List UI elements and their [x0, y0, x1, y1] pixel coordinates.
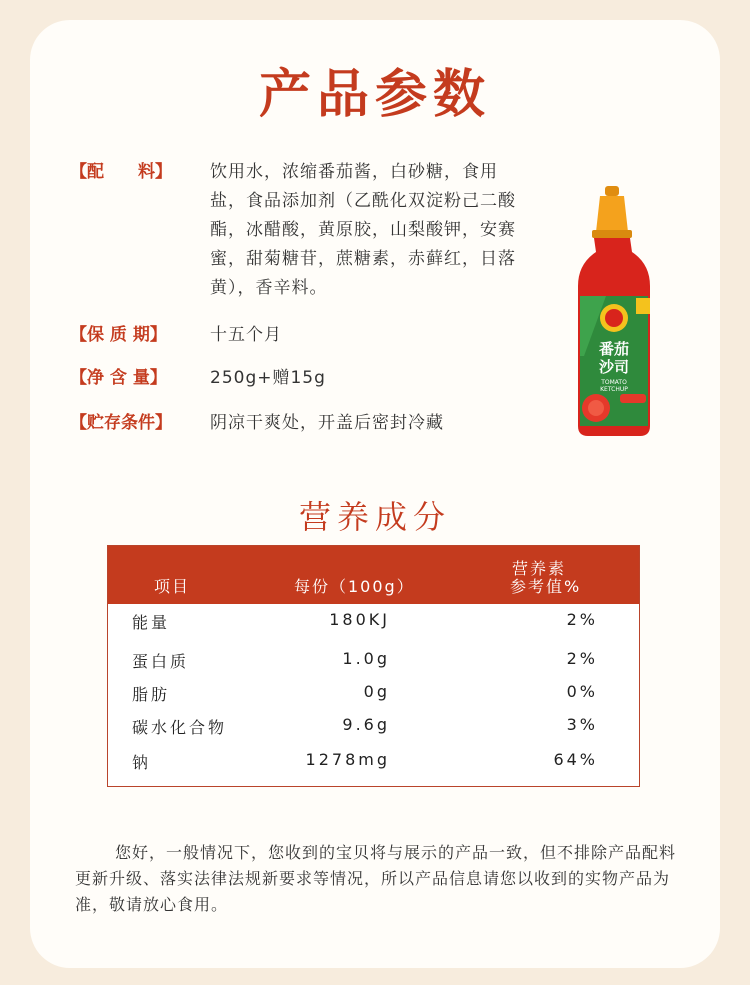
row-per: 9.6g: [342, 715, 390, 734]
param-label: 【贮存条件】: [70, 413, 172, 433]
header-per-serving: 每份（100g）: [294, 577, 415, 596]
row-nrv: 2%: [566, 649, 598, 668]
bottle-brand-cn-2: 沙司: [598, 358, 630, 376]
param-net-weight: [70, 364, 532, 393]
table-row: [108, 649, 639, 679]
ketchup-bottle-image: [576, 186, 656, 441]
row-item: 能量: [132, 613, 171, 632]
disclaimer-note: 您好，一般情况下，您收到的宝贝将与展示的产品一致，但不排除产品配料更新升级、落实法律法规新要求等情况，所以产品信息请您以收到的实物产品为准，敬请放心食用。: [75, 843, 677, 914]
param-value: 250g+赠15g: [210, 368, 326, 388]
row-nrv: 3%: [566, 715, 598, 734]
nutrition-table: [107, 545, 640, 787]
row-item: 蛋白质: [132, 652, 190, 671]
page-title: 产品参数: [258, 65, 491, 125]
bottle-brand-en-2: KETCHUP: [600, 386, 628, 393]
param-value: 饮用水，浓缩番茄酱，白砂糖，食用盐，食品添加剂（乙酰化双淀粉己二酸酯，冰醋酸，黄原胶，山梨酸钾，安赛蜜，甜菊糖苷，蔗糖素，赤藓红，日落黄），香辛料。: [210, 162, 516, 298]
bottle-brand-cn: 番茄: [598, 340, 630, 358]
header-item: 项目: [154, 577, 191, 596]
param-ingredients: [70, 158, 532, 303]
table-row: [108, 610, 639, 640]
row-item: 脂肪: [132, 685, 171, 704]
param-value: 十五个月: [210, 325, 282, 345]
param-storage: [70, 409, 540, 438]
nutrition-title: 营养成分: [298, 498, 451, 536]
param-label: 【配 料】: [70, 162, 172, 182]
row-per: 0g: [363, 682, 390, 701]
row-per: 1278mg: [305, 750, 390, 769]
row-per: 1.0g: [342, 649, 390, 668]
table-row: [108, 750, 639, 780]
row-nrv: 0%: [566, 682, 598, 701]
nutrition-table-header: [108, 546, 639, 604]
row-item: 钠: [132, 753, 152, 772]
row-per: 180KJ: [329, 610, 390, 629]
row-nrv: 64%: [553, 750, 598, 769]
param-label: 【净 含 量】: [70, 368, 167, 388]
header-nrv-line2: 参考值%: [510, 577, 582, 596]
param-label: 【保 质 期】: [70, 325, 167, 345]
header-nrv-line1: 营养素: [512, 559, 567, 578]
bottle-brand-en: TOMATO: [601, 379, 627, 386]
row-nrv: 2%: [566, 610, 598, 629]
param-shelf-life: [70, 321, 532, 350]
table-row: [108, 715, 639, 745]
row-item: 碳水化合物: [132, 718, 228, 737]
table-row: [108, 682, 639, 712]
param-value: 阴凉干爽处，开盖后密封冷藏: [210, 413, 444, 433]
